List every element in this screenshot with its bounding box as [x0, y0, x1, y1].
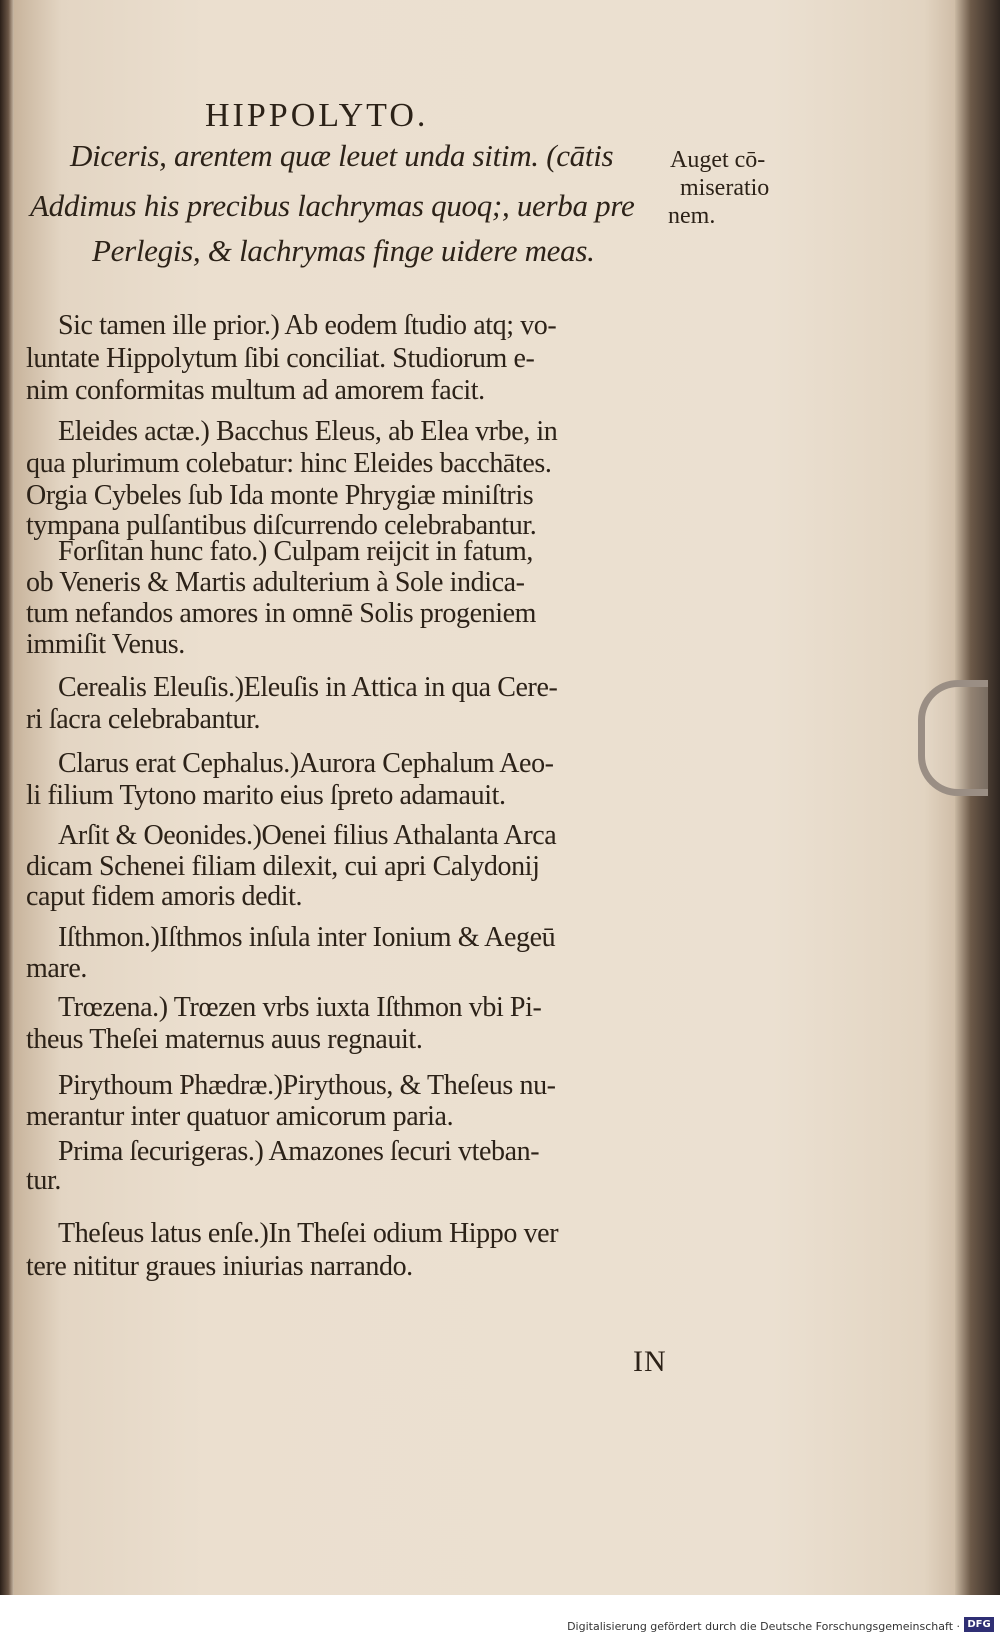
commentary-line: Prima ſecurigeras.) Amazones ſecuri vteban- — [58, 1136, 540, 1167]
commentary-line: tum nefandos amores in omnē Solis progeniem — [26, 598, 537, 629]
commentary-line: Orgia Cybeles ſub Ida monte Phrygiæ miniſtris — [26, 480, 534, 511]
page-clip — [918, 680, 988, 796]
margin-note-line: miseratio — [680, 175, 770, 201]
book-spine-edge — [0, 0, 14, 1595]
commentary-line: theus Theſei maternus auus regnauit. — [26, 1024, 423, 1055]
commentary-line: Cerealis Eleuſis.)Eleuſis in Attica in qua Cere- — [58, 672, 558, 703]
commentary-line: immiſit Venus. — [26, 629, 185, 660]
commentary-line: tur. — [26, 1165, 61, 1196]
commentary-line: tere nititur graues iniurias narrando. — [26, 1251, 413, 1282]
page-stack-edge — [955, 0, 1000, 1595]
margin-note-line: nem. — [668, 203, 716, 229]
commentary-line: caput fidem amoris dedit. — [26, 881, 303, 912]
commentary-line: Trœzena.) Trœzen vrbs iuxta Iſthmon vbi Pi- — [58, 992, 542, 1023]
commentary-line: Eleides actæ.) Bacchus Eleus, ab Elea vrbe, in — [58, 416, 558, 447]
verse-line: Diceris, arentem quæ leuet unda sitim. (cātis — [70, 138, 614, 173]
commentary-line: nim conformitas multum ad amorem facit. — [26, 375, 485, 406]
funding-credit: Digitalisierung gefördert durch die Deutsche Forschungsgemeinschaft · — [567, 1620, 960, 1633]
commentary-line: mare. — [26, 953, 87, 984]
commentary-line: luntate Hippolytum ſibi conciliat. Studiorum e- — [26, 343, 535, 374]
commentary-line: Iſthmon.)Iſthmos inſula inter Ionium & Aegeū — [58, 922, 556, 953]
running-head: HIPPOLYTO. — [205, 97, 429, 134]
commentary-line: merantur inter quatuor amicorum paria. — [26, 1101, 454, 1132]
commentary-line: Arſit & Oeonides.)Oenei filius Athalanta Arca — [58, 820, 557, 851]
commentary-line: Pirythoum Phædræ.)Pirythous, & Theſeus nu- — [58, 1070, 556, 1101]
commentary-line: li filium Tytono marito eius ſpreto adamauit. — [26, 780, 506, 811]
commentary-line: Forſitan hunc fato.) Culpam reijcit in fatum, — [58, 536, 533, 567]
commentary-line: Theſeus latus enſe.)In Theſei odium Hippo ver — [58, 1218, 559, 1249]
commentary-line: dicam Schenei filiam dilexit, cui apri Calydonij — [26, 851, 540, 882]
commentary-line: tympana pulſantibus diſcurrendo celebrabantur. — [26, 510, 537, 541]
dfg-logo: DFG — [964, 1617, 994, 1632]
commentary-line: Sic tamen ille prior.) Ab eodem ſtudio atq; vo- — [58, 310, 557, 341]
margin-note-line: Auget cō- — [670, 147, 766, 173]
commentary-line: qua plurimum colebatur: hinc Eleides bacchātes. — [26, 448, 552, 479]
commentary-line: ob Veneris & Martis adulterium à Sole indica- — [26, 567, 525, 598]
commentary-line: Clarus erat Cephalus.)Aurora Cephalum Aeo- — [58, 748, 554, 779]
commentary-line: ri ſacra celebrabantur. — [26, 704, 261, 735]
verse-line: Addimus his precibus lachrymas quoq;, uerba pre — [30, 188, 635, 223]
verse-line: Perlegis, & lachrymas finge uidere meas. — [92, 233, 595, 268]
catchword: IN — [633, 1345, 667, 1378]
